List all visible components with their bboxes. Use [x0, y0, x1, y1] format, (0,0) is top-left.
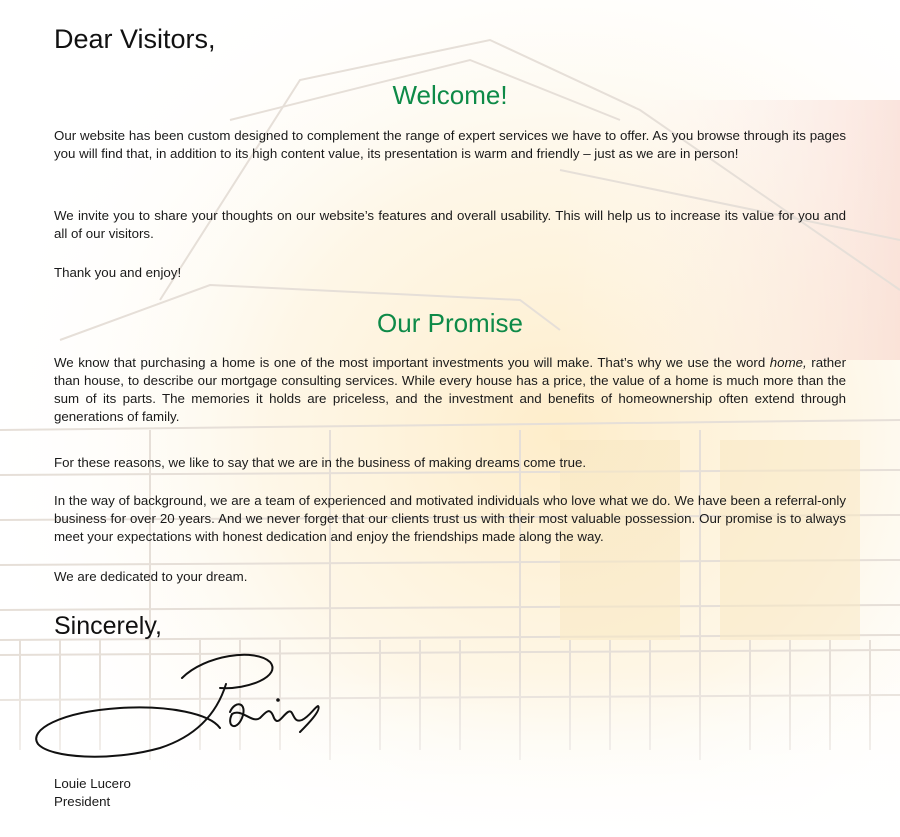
- closing: Sincerely,: [54, 612, 162, 640]
- signer-title: President: [54, 794, 111, 809]
- welcome-paragraph-3: Thank you and enjoy!: [54, 265, 182, 280]
- promise-heading: Our Promise: [377, 308, 523, 338]
- welcome-paragraph-1: Our website has been custom designed to complement the range of expert services we have to offer. As you browse through its pages you will find that, in addition to its high content value, its presentation is warm and friendly – just as we are in person!: [54, 128, 846, 161]
- promise-paragraph-1-start: We know that purchasing a home is one of the most important investments you will make. That’s why we use the word: [54, 355, 770, 370]
- promise-paragraph-1-emphasis: home,: [769, 355, 807, 370]
- greeting: Dear Visitors,: [54, 24, 216, 54]
- welcome-paragraph-2: We invite you to share your thoughts on our website’s features and overall usability. This will help us to increase its value for you and all of our visitors.: [54, 208, 846, 241]
- promise-paragraph-1-end: rather than house, to describe our mortgage consulting services. While every house has a price, the value of a home is much more than the sum of its parts. The memories it holds are priceless, and the investment and benefits of homeownership often extend through generations of family.: [54, 355, 847, 424]
- welcome-heading: Welcome!: [392, 80, 508, 110]
- promise-paragraph-4: We are dedicated to your dream.: [54, 569, 248, 584]
- signer-name: Louie Lucero: [54, 776, 131, 791]
- signature-icon: [30, 640, 330, 765]
- promise-paragraph-2: For these reasons, we like to say that we are in the business of making dreams come true.: [54, 455, 587, 470]
- promise-paragraph-3: In the way of background, we are a team of experienced and motivated individuals who love what we do. We have been a referral-only business for over 20 years. And we never forget that our clients trust us with their most valuable possession. Our promise is to always meet your expectations with honest dedication and enjoy the friendships made along the way.: [54, 493, 846, 544]
- promise-paragraph-1: [54, 354, 846, 426]
